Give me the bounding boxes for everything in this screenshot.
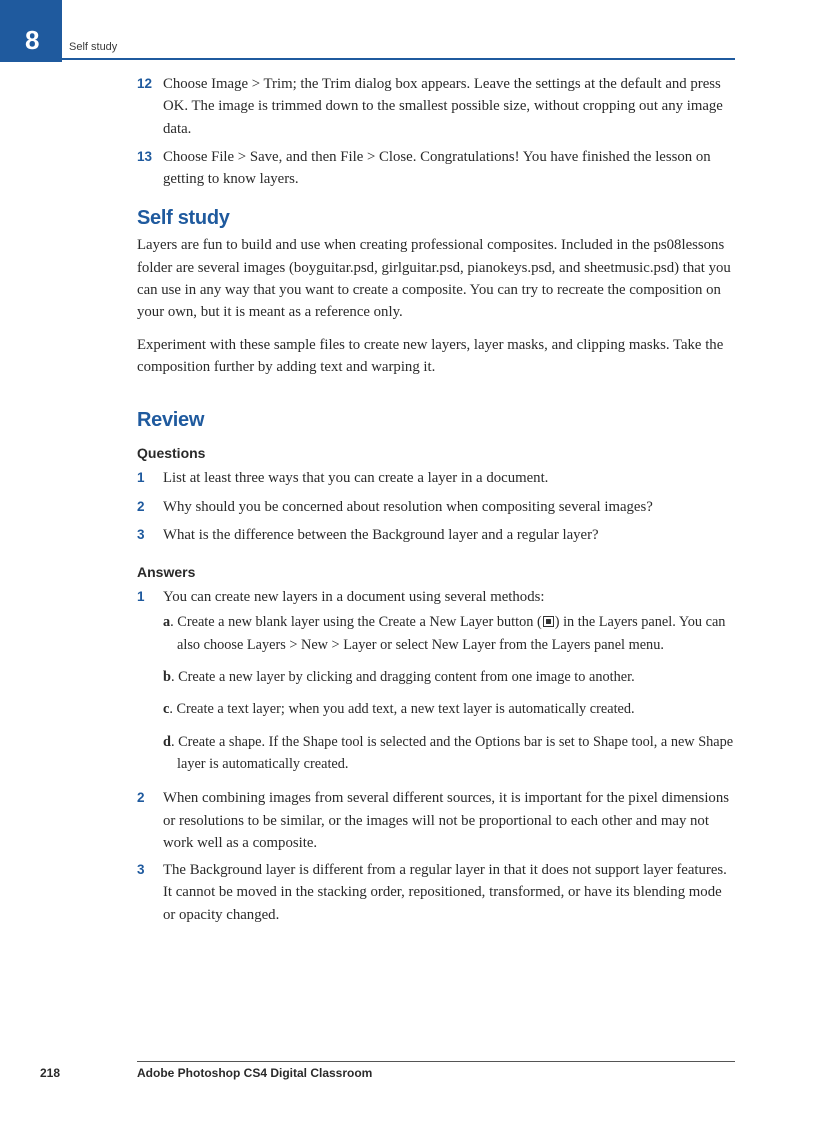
- chapter-tab: [0, 0, 62, 62]
- step-number: 13: [137, 148, 153, 164]
- self-study-heading: Self study: [137, 207, 230, 230]
- answer-1: [137, 586, 737, 775]
- question-number: 2: [137, 498, 145, 514]
- header-rule: [62, 58, 735, 60]
- answer-1d: [163, 731, 737, 776]
- step-13: [137, 146, 737, 191]
- question-number: 1: [137, 470, 145, 486]
- question-text: List at least three ways that you can create a layer in a document.: [163, 470, 549, 487]
- footer-rule: [137, 1061, 735, 1062]
- answer-number: 3: [137, 862, 145, 878]
- sub-text-before: . Create a new blank layer using the Create a New Layer button (: [170, 614, 542, 631]
- chapter-number: 8: [25, 25, 40, 55]
- sub-text: . Create a shape. If the Shape tool is selected and the Options bar is set to Shape tool, a new Shape layer is automatically created.: [170, 733, 734, 772]
- answer-1b: [163, 666, 737, 688]
- sub-letter: b: [163, 669, 171, 686]
- sub-text: . Create a text layer; when you add text, a new text layer is automatically created.: [169, 701, 635, 718]
- answers-heading: Answers: [137, 564, 196, 581]
- answer-number: 2: [137, 790, 145, 806]
- answer-1c: [163, 698, 737, 720]
- page-number: 218: [40, 1066, 61, 1080]
- answer-number: 1: [137, 589, 145, 605]
- review-heading: Review: [137, 409, 205, 432]
- page-content: [137, 73, 737, 926]
- sub-letter: c: [163, 701, 170, 718]
- question-number: 3: [137, 526, 145, 542]
- step-text: Choose File > Save, and then File > Close. Congratulations! You have finished the lesson on getting to know layers.: [163, 148, 711, 188]
- answer-1a: [163, 611, 737, 656]
- question-text: Why should you be concerned about resolution when compositing several images?: [163, 498, 653, 515]
- question-text: What is the difference between the Background layer and a regular layer?: [163, 526, 599, 543]
- answer-2: [137, 787, 737, 854]
- book-title: Adobe Photoshop CS4 Digital Classroom: [137, 1066, 373, 1080]
- questions-heading: Questions: [137, 445, 206, 462]
- question-1: [137, 467, 737, 489]
- step-text: Choose Image > Trim; the Trim dialog box appears. Leave the settings at the default and press OK. The image is trimmed down to the smallest possible size, without cropping out any image data.: [163, 76, 723, 137]
- step-number: 12: [137, 76, 153, 91]
- sub-text: . Create a new layer by clicking and dragging content from one image to another.: [170, 669, 635, 686]
- answer-text: The Background layer is different from a regular layer in that it does not support layer features. It cannot be moved in the stacking order, repositioned, transformed, or have its blending mode or opacity changed.: [163, 862, 727, 923]
- answer-text: You can create new layers in a document using several methods:: [163, 589, 545, 606]
- step-12: [137, 73, 737, 140]
- question-3: [137, 524, 737, 546]
- sub-letter: d: [163, 733, 171, 750]
- answer-text: When combining images from several different sources, it is important for the pixel dimensions or resolutions to be similar, or the images will not be proportional to each other and may not work well as a composite.: [163, 790, 729, 851]
- running-head: Self study: [69, 41, 118, 53]
- question-2: [137, 496, 737, 518]
- sub-letter: a: [163, 614, 171, 631]
- self-study-paragraph-1: Layers are fun to build and use when creating professional composites. Included in the ps08lessons folder are several images (boyguitar.psd, girlguitar.psd, pianokeys.psd, and sheetmusic.psd) that you can use in any way that you want to create a composite. You can try to recreate the composition on your own, but it is meant as a reference only.: [137, 237, 731, 321]
- sub-text-after: ) in the Layers panel. You can also choose Layers > New > Layer or select New Layer from the Layers panel menu.: [177, 614, 726, 653]
- answer-3: [137, 859, 737, 926]
- self-study-paragraph-2: Experiment with these sample files to create new layers, layer masks, and clipping masks. Take the composition further by adding text and warping it.: [137, 336, 724, 375]
- new-layer-icon: [543, 616, 554, 627]
